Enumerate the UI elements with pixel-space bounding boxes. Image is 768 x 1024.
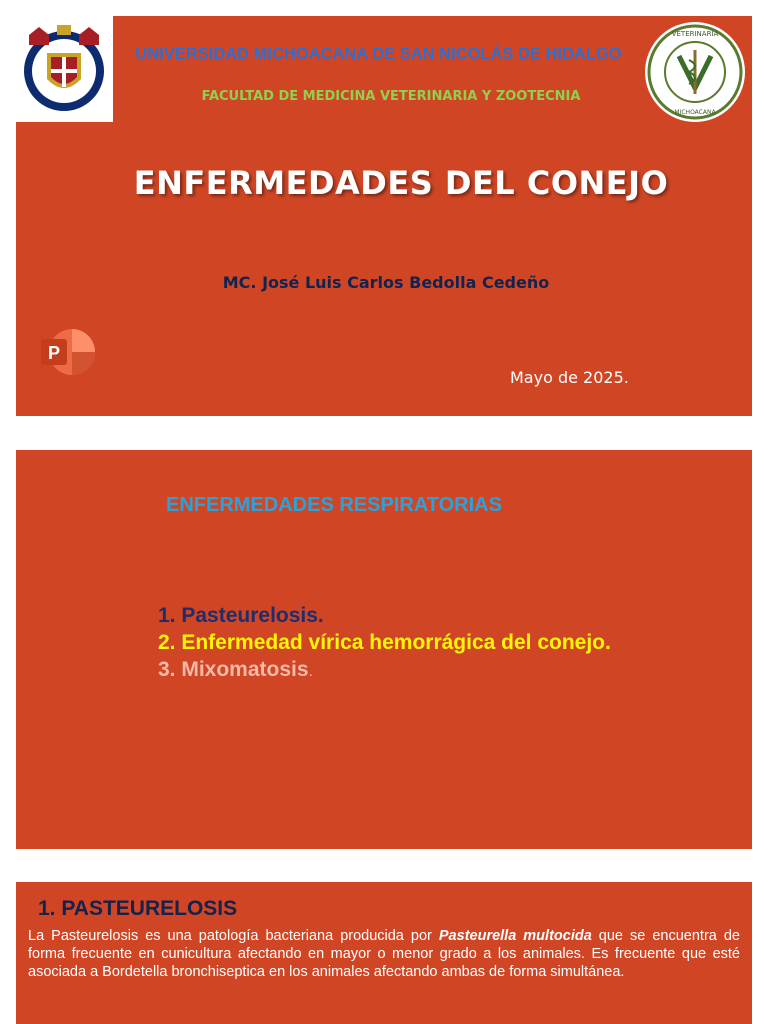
powerpoint-icon xyxy=(40,328,96,378)
list-item-period: . xyxy=(308,663,313,680)
section-title: 1. PASTEURELOSIS xyxy=(38,897,238,920)
section-heading: ENFERMEDADES RESPIRATORIAS xyxy=(166,494,502,516)
university-logo xyxy=(16,16,113,122)
svg-text:MICHOACANA: MICHOACANA xyxy=(674,109,716,116)
author-name: MC. José Luis Carlos Bedolla Cedeño xyxy=(222,273,550,292)
pasteurelosis-slide xyxy=(16,882,752,1024)
respiratory-diseases-slide xyxy=(16,450,752,849)
slide-title: ENFERMEDADES DEL CONEJO xyxy=(133,164,669,202)
title-slide xyxy=(16,16,752,416)
list-item-label: 3. Mixomatosis xyxy=(158,658,309,681)
paragraph-text: que se encuentra de forma frecuente en cunicultura afectando en mayor o menor grado a los animales. Es frecuente que esté asociada a Bordetella bronchiseptica en los animales afectando ambas de forma simultánea. xyxy=(28,928,740,980)
university-crest-icon xyxy=(19,19,110,119)
paragraph-text: La Pasteurelosis es una patología bacteriana producida por xyxy=(28,928,439,944)
list-item: 1. Pasteurelosis. xyxy=(158,604,324,627)
presentation-date: Mayo de 2025. xyxy=(510,368,629,387)
svg-text:P: P xyxy=(47,343,61,363)
faculty-name: FACULTAD DE MEDICINA VETERINARIA Y ZOOTECNIA xyxy=(201,89,581,104)
svg-text:VETERINARIA: VETERINARIA xyxy=(671,30,719,38)
faculty-seal-icon xyxy=(643,20,747,124)
list-item xyxy=(158,656,611,685)
bacteria-name: Pasteurella multocida xyxy=(438,928,592,944)
description-paragraph xyxy=(28,927,740,981)
list-item: 2. Enfermedad vírica hemorrágica del conejo. xyxy=(158,631,611,654)
disease-list xyxy=(158,602,611,685)
university-name: UNIVERSIDAD MICHOACANA DE SAN NICOLÁS DE HIDALGO xyxy=(135,45,622,63)
